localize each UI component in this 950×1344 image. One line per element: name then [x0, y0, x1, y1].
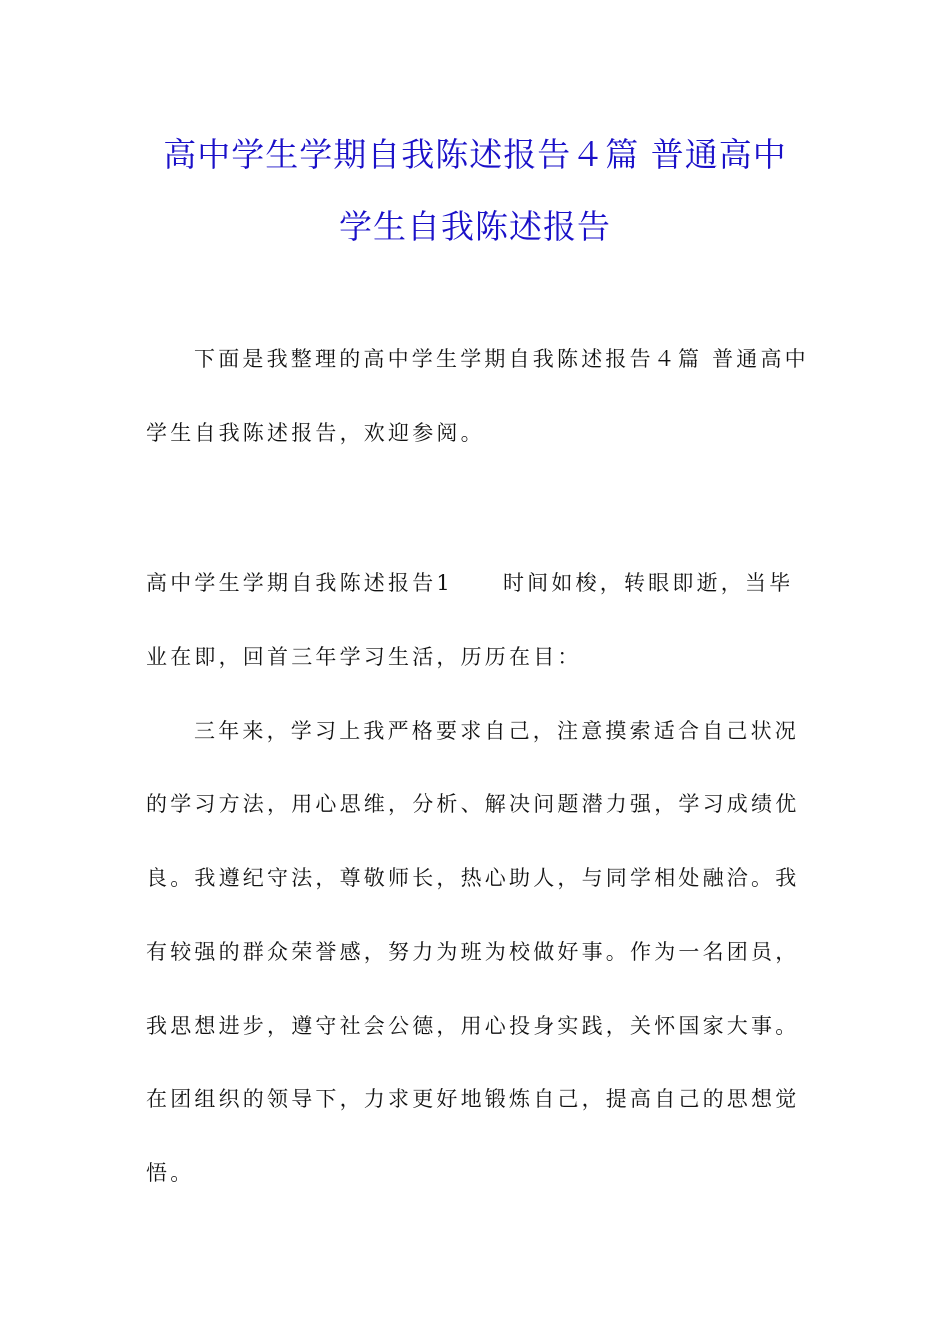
paragraph-line-6: 在团组织的领导下，力求更好地锻炼自己，提高自己的思想觉: [146, 1087, 800, 1111]
paragraph-line-1: 三年来，学习上我严格要求自己，注意摸索适合自己状况: [194, 719, 799, 743]
document-title-line-1: 高中学生学期自我陈述报告４篇 普通高中: [163, 135, 787, 174]
intro-line-2: 学生自我陈述报告，欢迎参阅。: [146, 421, 485, 445]
section-line-1: 时间如梭，转眼即逝，当毕: [502, 571, 794, 595]
paragraph-line-3: 良。我遵纪守法，尊敬师长，热心助人，与同学相处融洽。我: [146, 866, 800, 890]
section-heading: 高中学生学期自我陈述报告1: [146, 571, 453, 595]
document-title-line-2: 学生自我陈述报告: [339, 207, 611, 246]
paragraph-line-5: 我思想进步，遵守社会公德，用心投身实践，关怀国家大事。: [146, 1014, 800, 1038]
paragraph-line-2: 的学习方法，用心思维，分析、解决问题潜力强，学习成绩优: [146, 792, 800, 816]
paragraph-line-4: 有较强的群众荣誉感，努力为班为校做好事。作为一名团员，: [146, 940, 800, 964]
paragraph-line-7: 悟。: [146, 1161, 195, 1185]
section-first-line: [146, 568, 806, 598]
intro-line-1: 下面是我整理的高中学生学期自我陈述报告４篇 普通高中: [194, 347, 809, 371]
section-line-2: 业在即，回首三年学习生活，历历在目：: [146, 645, 582, 669]
